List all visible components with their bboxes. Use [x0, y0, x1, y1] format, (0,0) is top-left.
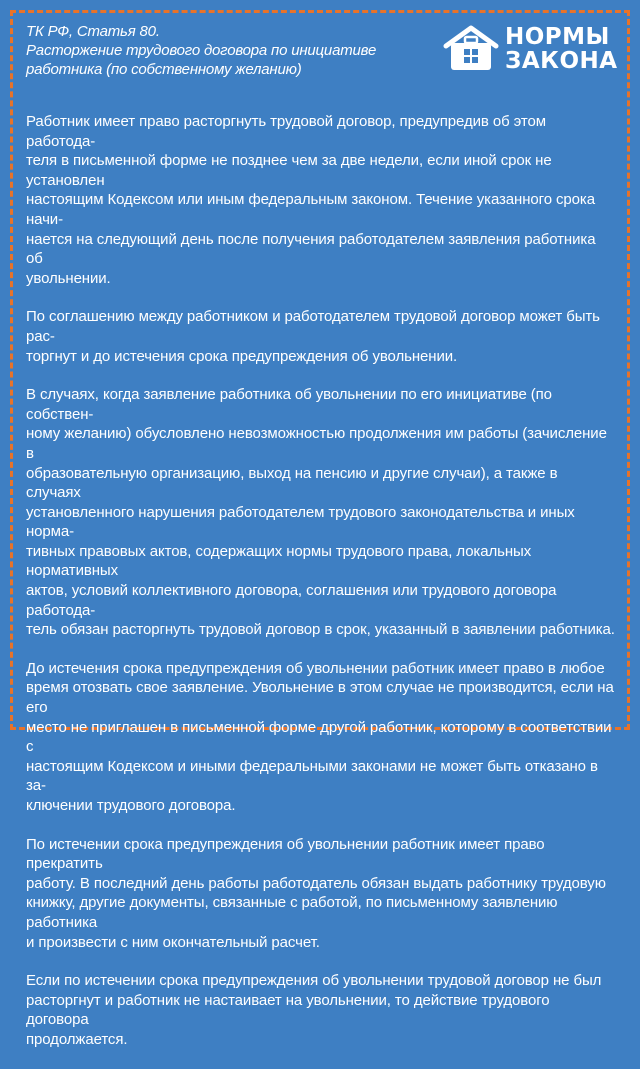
article-number: ТК РФ, Статья 80. [26, 23, 160, 40]
article-title-line-2: работника (по собственному желанию) [26, 61, 302, 78]
article-title-line-1: Расторжение трудового договора по инициативе [26, 42, 377, 59]
logo-text [505, 25, 618, 73]
paragraph-2: По соглашению между работником и работодателем трудовой договор может быть рас- торгнут и до истечения срока предупреждения об увольнении. [26, 308, 600, 365]
logo [443, 22, 618, 76]
briefcase-house-icon [443, 24, 499, 74]
paragraph-3: В случаях, когда заявление работника об увольнении по его инициативе (по собствен- ному желанию) обусловлено невозможностью продолжения им работы (зачисление в образовательную организацию, выход на пенсию и другие случаи), а также в случаях установленного нарушения работодателем трудового законодательства и иных норма- тивных правовых актов, содержащих нормы трудового права, локальных нормативных актов, условий коллективного договора, соглашения или трудового договора работода- тель обязан расторгнуть трудовой договор в срок, указанный в заявлении работника. [26, 386, 615, 639]
paragraph-5: По истечении срока предупреждения об увольнении работник имеет право прекратить работу. В последний день работы работодатель обязан выдать работнику трудовую книжку, другие документы, связанные с работой, по письменному заявлению работника и произвести с ним окончательный расчет. [26, 835, 606, 951]
article-header [26, 22, 426, 79]
logo-line-2: ЗАКОНА [505, 48, 618, 74]
paragraph-6: Если по истечении срока предупреждения об увольнении трудовой договор не был расторгнут и работник не настаивает на увольнении, то действие трудового договора продолжается. [26, 972, 602, 1048]
article-body [26, 112, 616, 1069]
paragraph-1: Работник имеет право расторгнуть трудовой договор, предупредив об этом работода- теля в письменной форме не позднее чем за две недели, если иной срок не установлен настоящим Кодексом или иным федеральным законом. Течение указанного срока начи- нается на следующий день после получения работодателем заявления работника об увольнении. [26, 113, 596, 287]
logo-line-1: НОРМЫ [505, 24, 610, 50]
paragraph-4: До истечения срока предупреждения об увольнении работник имеет право в любое время отозвать свое заявление. Увольнение в этом случае не производится, если на его место не приглашен в письменной форме другой работник, которому в соответствии с настоящим Кодексом и иными федеральными законами не может быть отказано в за- ключении трудового договора. [26, 659, 614, 814]
